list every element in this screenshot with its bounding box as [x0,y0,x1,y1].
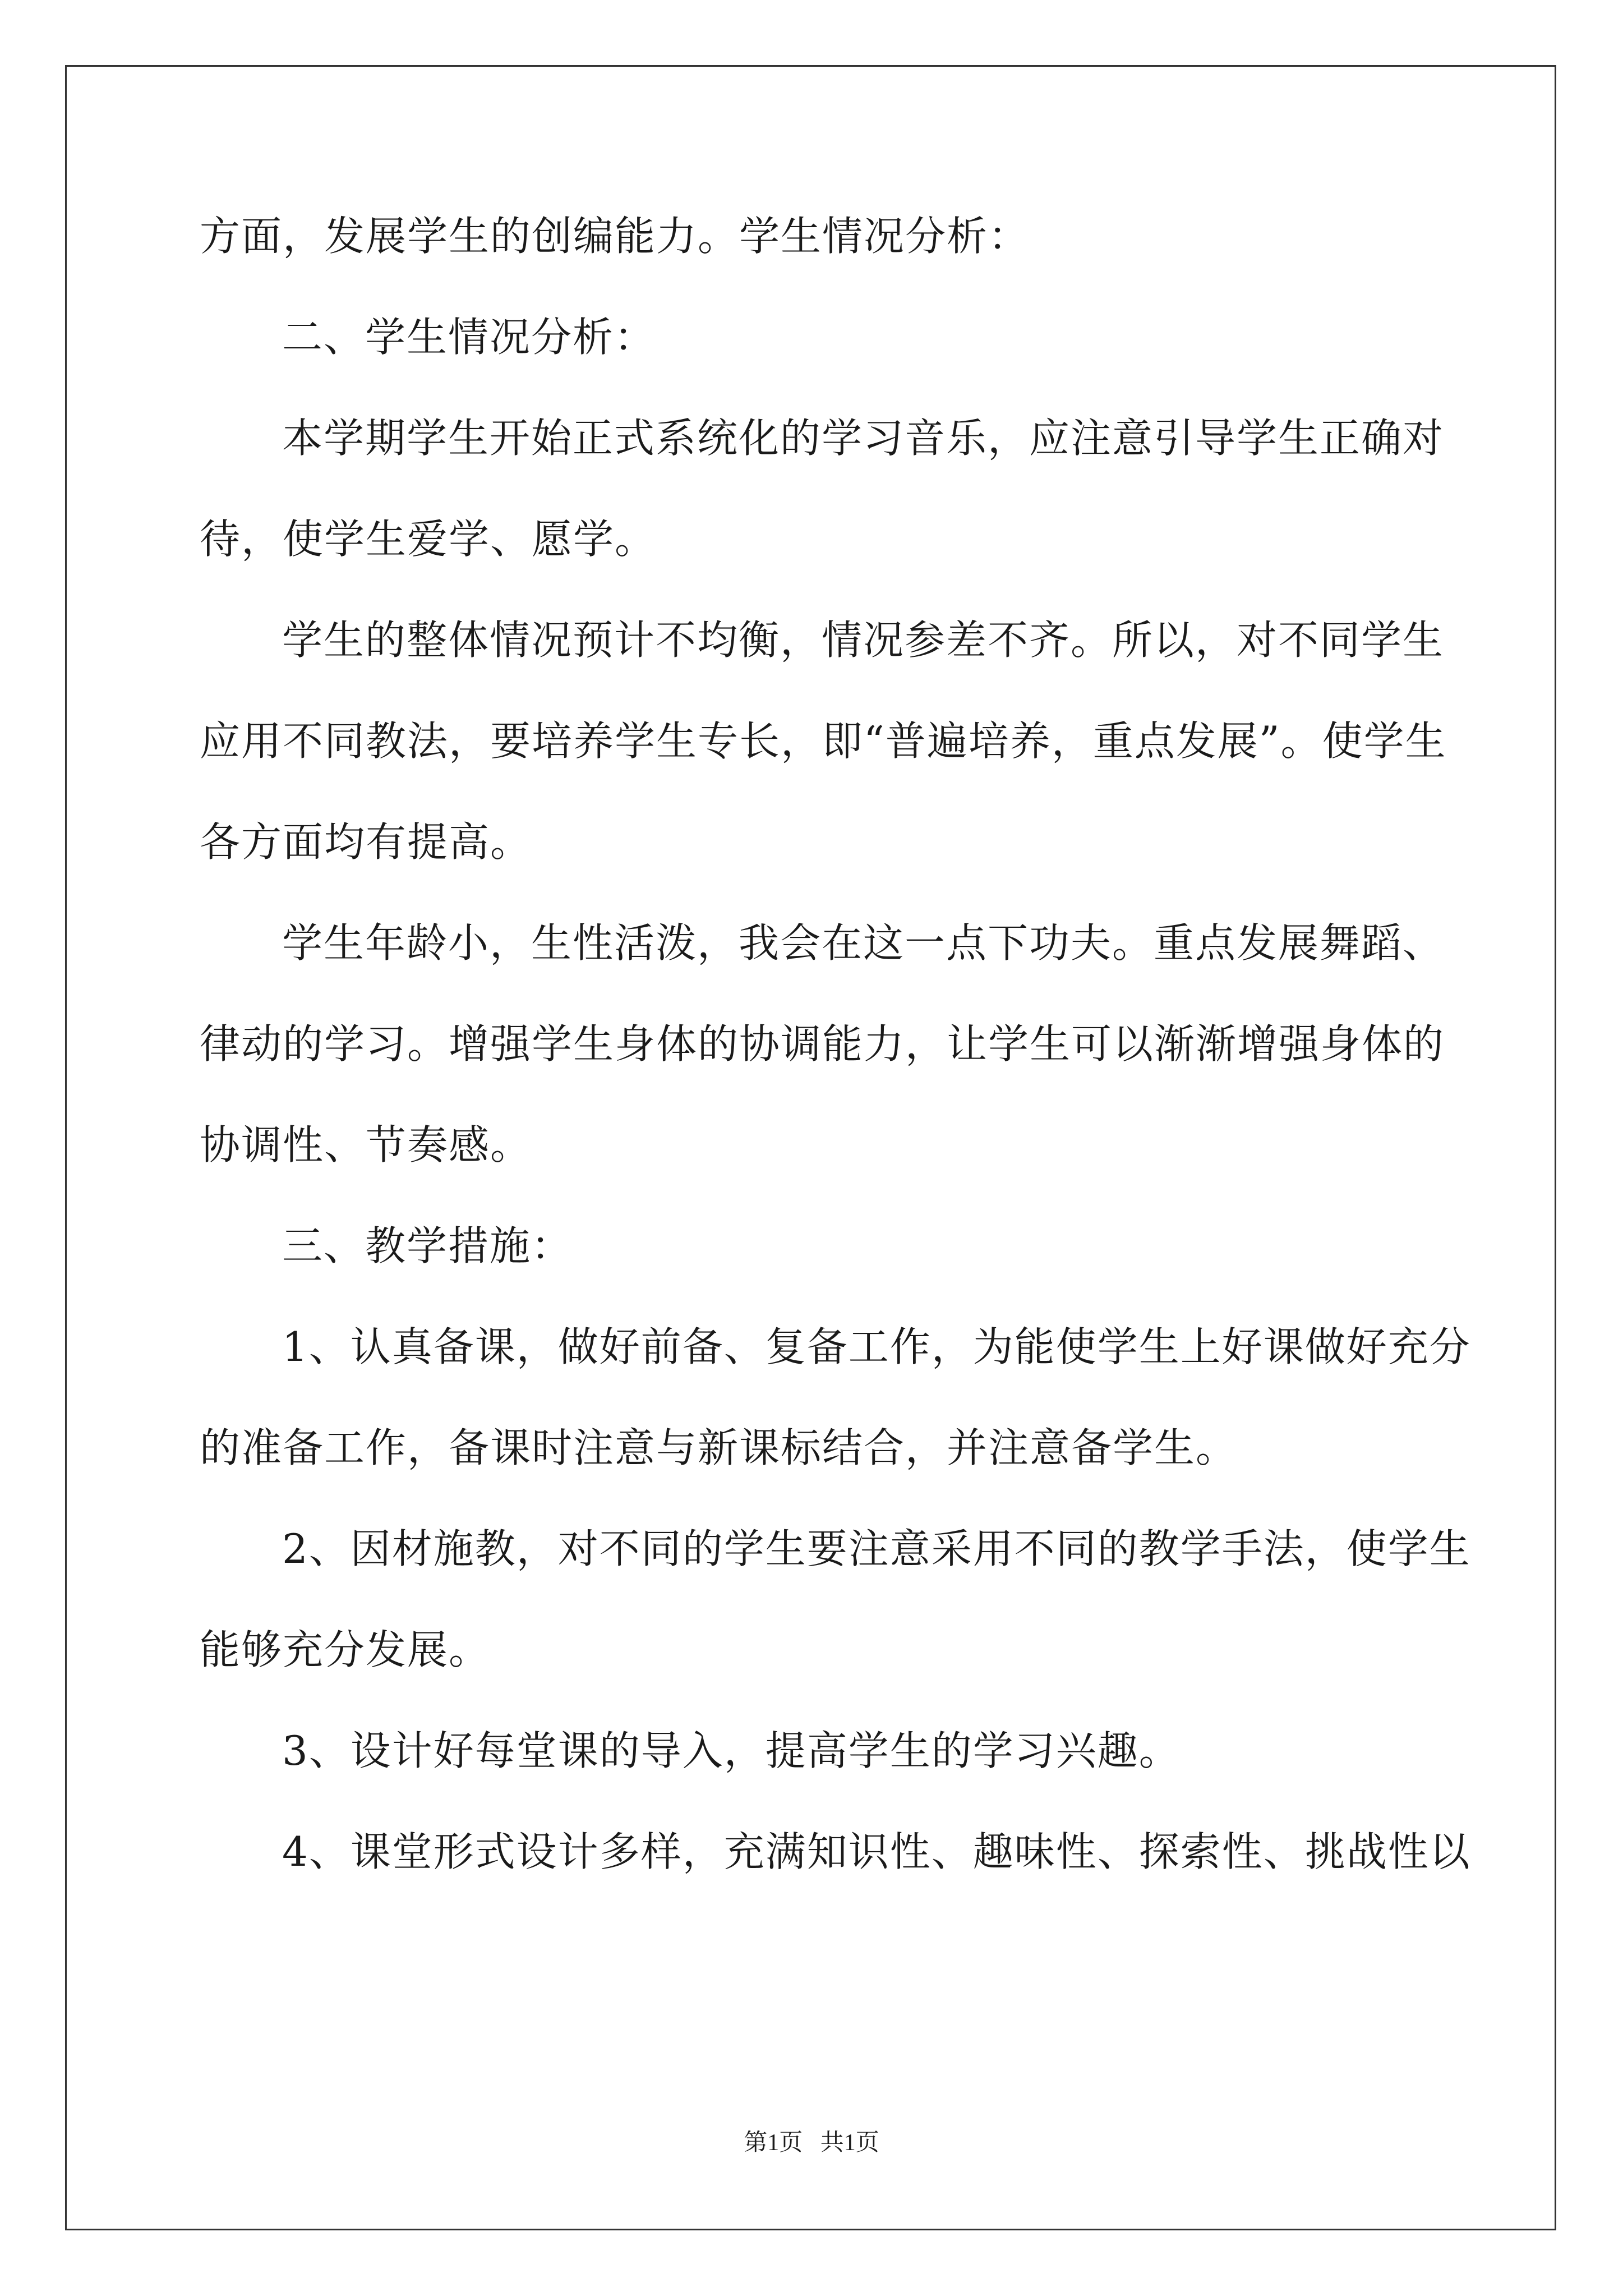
text-line: 协调性、节奏感。 [200,1121,532,1168]
text-line: 学生的整体情况预计不均衡，情况参差不齐。所以，对不同学生 [282,616,1445,664]
text-line: 本学期学生开始正式系统化的学习音乐，应注意引导学生正确对 [282,415,1445,462]
text-line: 3、设计好每堂课的导入，提高学生的学习兴趣。 [282,1727,1181,1774]
text-line: 待，使学生爱学、愿学。 [200,516,657,563]
text-line: 各方面均有提高。 [200,818,532,866]
text-line: 三、教学措施： [282,1222,573,1269]
text-line: 能够充分发展。 [200,1626,491,1673]
text-line: 律动的学习。增强学生身体的协调能力，让学生可以渐渐增强身体的 [200,1020,1445,1068]
text-line: 学生年龄小，生性活泼，我会在这一点下功夫。重点发展舞蹈、 [282,919,1445,967]
text-line: 的准备工作，备课时注意与新课标结合，并注意备学生。 [200,1424,1238,1471]
text-line: 4、课堂形式设计多样，充满知识性、趣味性、探索性、挑战性以 [282,1828,1471,1875]
text-line: 二、学生情况分析： [282,314,656,361]
text-line: 1、认真备课，做好前备、复备工作，为能使学生上好课做好充分 [282,1323,1471,1370]
text-line: 方面，发展学生的创编能力。学生情况分析： [200,213,1030,260]
text-line: 应用不同教法，要培养学生专长，即“普遍培养，重点发展”。使学生 [200,717,1447,765]
page-number-footer: 第1页 共1页 [744,2130,879,2156]
text-line: 2、因材施教，对不同的学生要注意采用不同的教学手法，使学生 [282,1525,1471,1572]
